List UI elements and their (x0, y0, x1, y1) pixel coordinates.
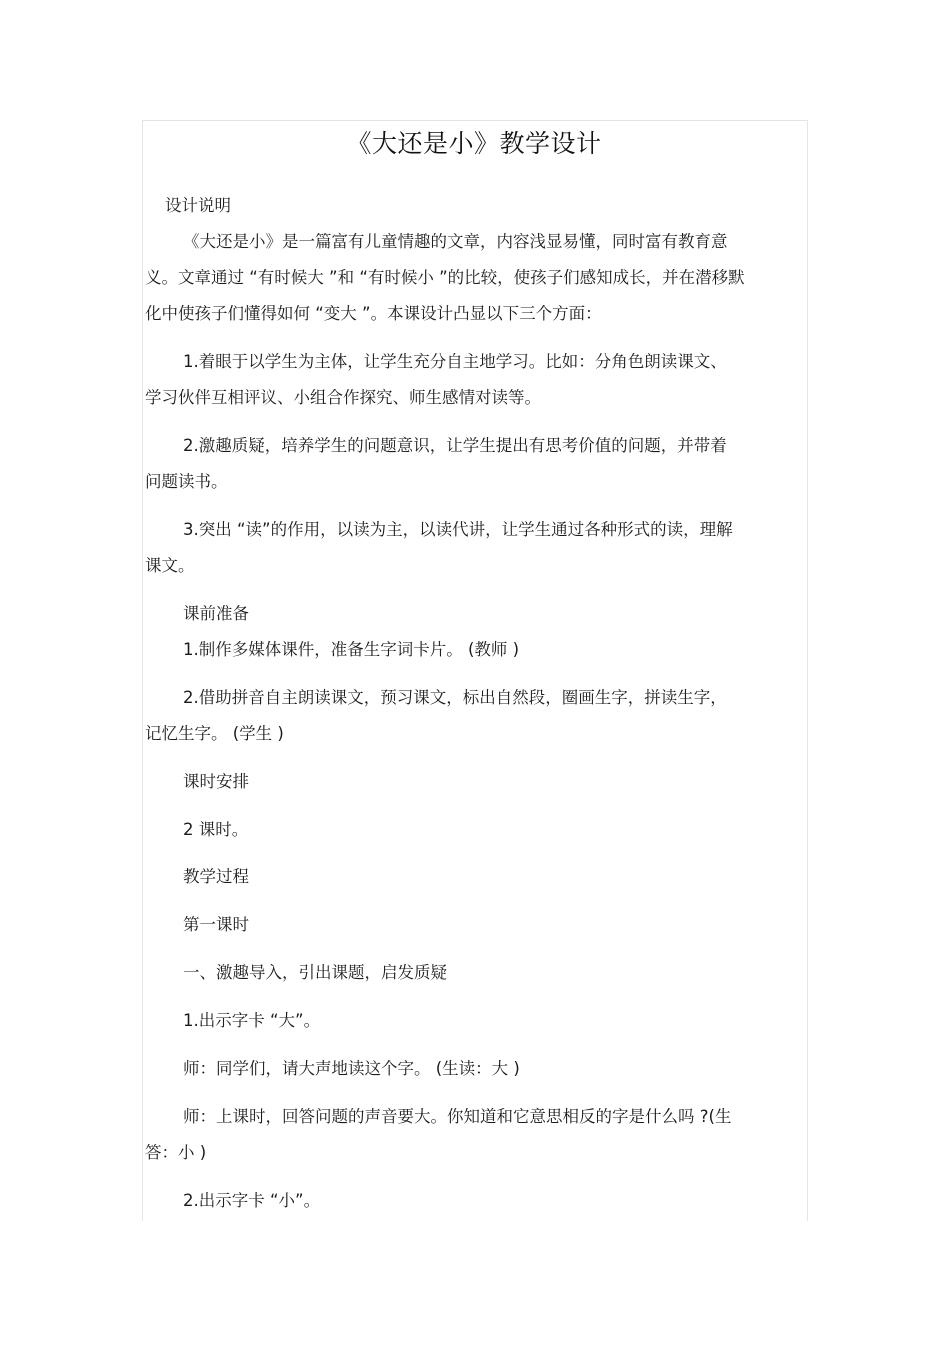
paragraph-line: 化中使孩子们懂得如何 “变大 ”。本课设计凸显以下三个方面： (145, 304, 602, 323)
paragraph-line: 《大还是小》是一篇富有儿童情趣的文章，内容浅显易懂，同时富有教育意 (183, 232, 728, 251)
heading-preparation: 课前准备 (183, 604, 249, 623)
list-item-1-line: 学习伙伴互相评议、小组合作探究、师生感情对读等。 (145, 388, 541, 407)
list-item-1-line: 1.着眼于以学生为主体，让学生充分自主地学习。比如：分角色朗读课文、 (183, 352, 727, 371)
heading-schedule: 课时安排 (183, 772, 249, 791)
schedule-text: 2 课时。 (183, 820, 249, 839)
section-heading-1: 一、激趣导入，引出课题，启发质疑 (183, 963, 447, 982)
paragraph-line: 义。文章通过 “有时候大 ”和 “有时候小 ”的比较，使孩子们感知成长，并在潜移默 (145, 268, 745, 287)
prep-item-1: 1.制作多媒体课件，准备生字词卡片。 (教师 ) (183, 640, 520, 659)
heading-process: 教学过程 (183, 867, 249, 886)
list-item-3-line: 课文。 (145, 556, 195, 575)
teacher-line: 师：上课时，回答问题的声音要大。你知道和它意思相反的字是什么吗 ?(生 (183, 1107, 732, 1126)
prep-item-2-line: 2.借助拼音自主朗读课文，预习课文，标出自然段，圈画生字，拼读生字， (183, 688, 727, 707)
prep-item-2-line: 记忆生字。 (学生 ) (145, 724, 284, 743)
teacher-line: 师：同学们，请大声地读这个字。 (生读：大 ) (183, 1059, 520, 1078)
list-item-2-line: 2.激趣质疑，培养学生的问题意识，让学生提出有思考价值的问题，并带着 (183, 436, 727, 455)
student-answer: 答：小 ) (145, 1143, 207, 1162)
heading-first-lesson: 第一课时 (183, 915, 249, 934)
step-1: 1.出示字卡 “大”。 (183, 1011, 321, 1030)
step-2: 2.出示字卡 “小”。 (183, 1191, 321, 1210)
list-item-3-line: 3.突出 “读”的作用，以读为主，以读代讲，让学生通过各种形式的读，理解 (183, 520, 733, 539)
list-item-2-line: 问题读书。 (145, 472, 228, 491)
heading-design-notes: 设计说明 (165, 196, 231, 215)
document-title: 《大还是小》教学设计 (346, 129, 602, 158)
